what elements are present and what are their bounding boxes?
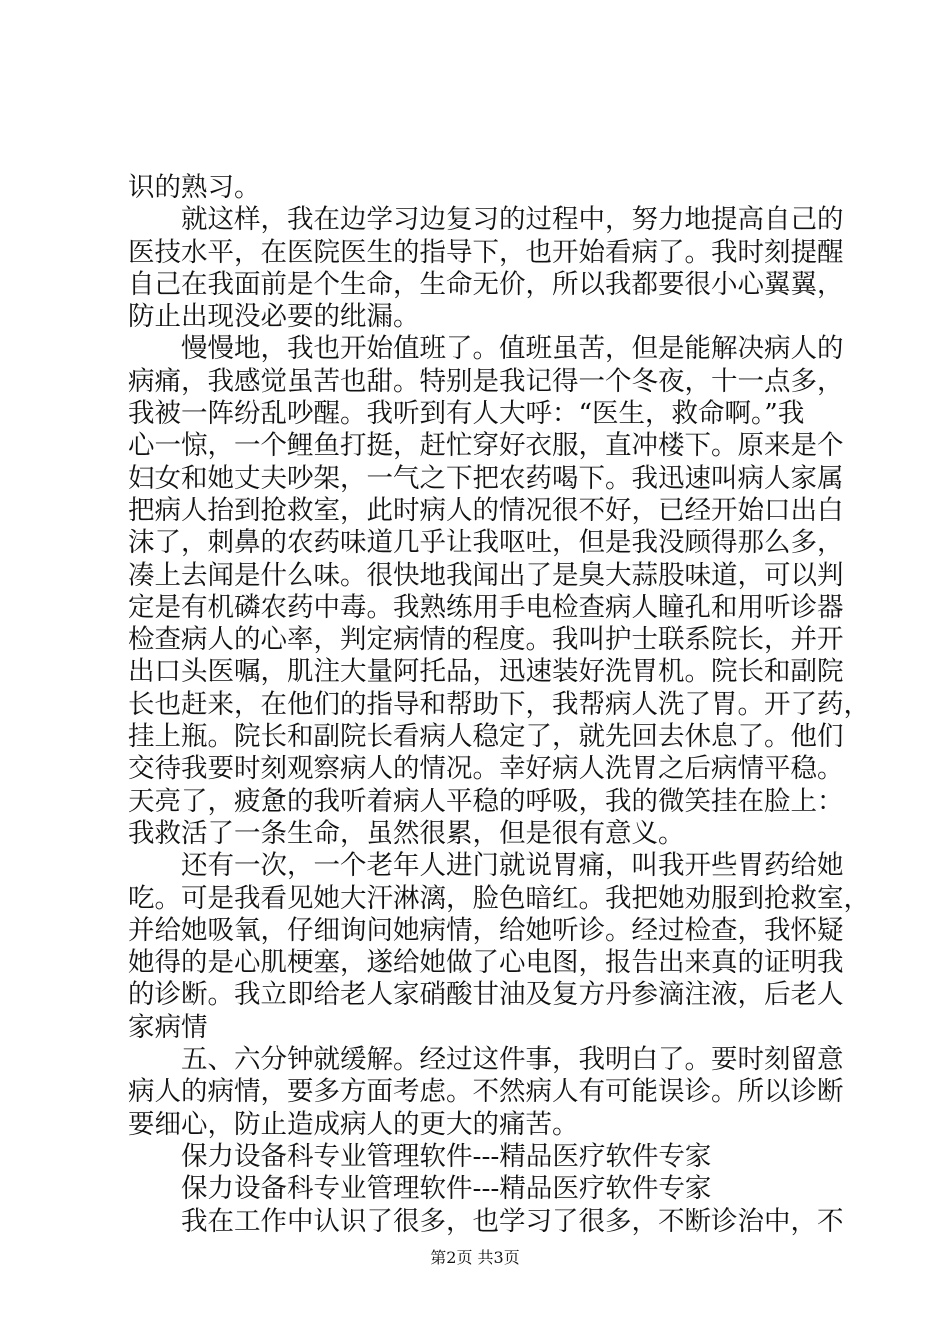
text-line: 我被一阵纷乱吵醒。我听到有人大呼：“医生，救命啊。”我 [128,398,805,430]
text-line: 的诊断。我立即给老人家硝酸甘油及复方丹参滴注液，后老人 [128,979,844,1011]
text-line: 她得的是心肌梗塞，遂给她做了心电图，报告出来真的证明我 [128,947,844,979]
text-line: 保力设备科专业管理软件---精品医疗软件专家 [181,1173,712,1205]
text-line: 妇女和她丈夫吵架，一气之下把农药喝下。我迅速叫病人家属 [128,462,844,494]
text-line: 心一惊，一个鲤鱼打挺，赶忙穿好衣服，直冲楼下。原来是个 [128,430,844,462]
text-line: 长也赶来，在他们的指导和帮助下，我帮病人洗了胃。开了药， [128,688,870,720]
text-line: 交待我要时刻观察病人的情况。幸好病人洗胃之后病情平稳。 [128,753,844,785]
page-footer: 第2页 共3页 [430,1248,520,1267]
text-line: 检查病人的心率，判定病情的程度。我叫护士联系院长，并开 [128,624,844,656]
text-line: 要细心，防止造成病人的更大的痛苦。 [128,1108,579,1140]
text-line: 识的熟习。 [128,172,261,203]
text-line: 天亮了，疲惫的我听着病人平稳的呼吸，我的微笑挂在脸上： [128,785,844,817]
text-line: 把病人抬到抢救室，此时病人的情况很不好，已经开始口出白 [128,494,844,526]
text-line: 挂上瓶。院长和副院长看病人稳定了，就先回去休息了。他们 [128,721,844,753]
text-line: 出口头医嘱，肌注大量阿托品，迅速装好洗胃机。院长和副院 [128,656,844,688]
text-line: 吃。可是我看见她大汗淋漓，脸色暗红。我把她劝服到抢救室， [128,882,870,914]
text-line: 保力设备科专业管理软件---精品医疗软件专家 [181,1140,712,1172]
text-line: 自己在我面前是个生命，生命无价，所以我都要很小心翼翼， [128,268,844,300]
text-line: 医技水平，在医院医生的指导下，也开始看病了。我时刻提醒 [128,236,844,268]
text-line: 慢慢地，我也开始值班了。值班虽苦，但是能解决病人的 [181,333,844,365]
document-body [128,172,870,1238]
text-line: 并给她吸氧，仔细询问她病情，给她听诊。经过检查，我怀疑 [128,914,844,946]
text-line: 凑上去闻是什么味。很快地我闻出了是臭大蒜股味道，可以判 [128,559,844,591]
text-line: 病人的病情，要多方面考虑。不然病人有可能误诊。所以诊断 [128,1076,844,1108]
text-line: 病痛，我感觉虽苦也甜。特别是我记得一个冬夜，十一点多， [128,365,844,397]
text-line: 我救活了一条生命，虽然很累，但是很有意义。 [128,817,685,849]
text-line: 沫了，刺鼻的农药味道几乎让我呕吐，但是我没顾得那么多， [128,527,844,559]
text-line: 家病情 [128,1011,208,1043]
text-line: 还有一次，一个老年人进门就说胃痛，叫我开些胃药给她 [181,850,844,882]
text-line: 我在工作中认识了很多，也学习了很多，不断诊治中，不 [181,1205,844,1237]
text-line: 就这样，我在边学习边复习的过程中，努力地提高自己的 [181,204,844,236]
text-line: 定是有机磷农药中毒。我熟练用手电检查病人瞳孔和用听诊器 [128,591,844,623]
text-line: 五、六分钟就缓解。经过这件事，我明白了。要时刻留意 [181,1044,844,1076]
text-line: 防止出现没必要的纰漏。 [128,301,420,333]
